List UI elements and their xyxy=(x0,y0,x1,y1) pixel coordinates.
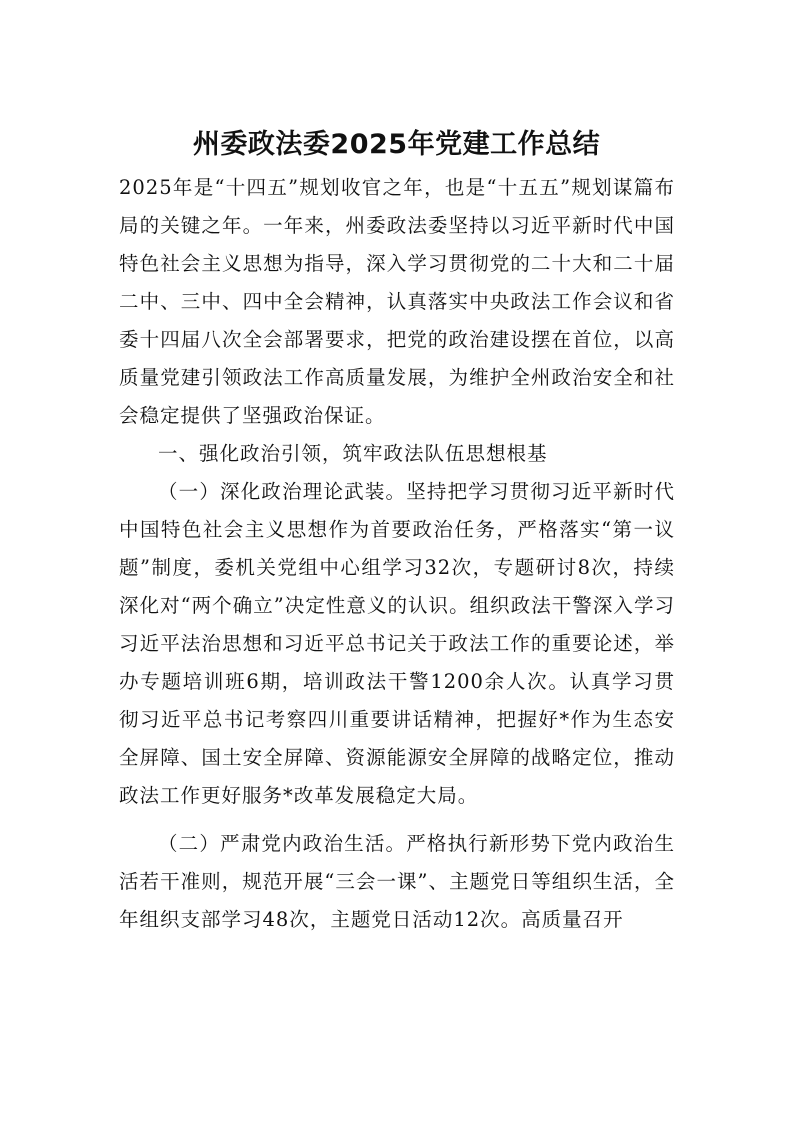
document-title: 州委政法委2025年党建工作总结 xyxy=(192,129,601,160)
document-body xyxy=(119,169,675,939)
subsection-paragraph-2: （二）严肃党内政治生活。严格执行新形势下党内政治生活若干准则，规范开展“三会一课”、主题党日等组织生活，全年组织支部学习48次，主题党日活动12次。高质量召开 xyxy=(119,832,675,931)
subsection-paragraph-1: （一）深化政治理论武装。坚持把学习贯彻习近平新时代中国特色社会主义思想作为首要政治任务，严格落实“第一议题”制度，委机关党组中心组学习32次，专题研讨8次，持续深化对“两个确立”决定性意义的认识。组织政法干警深入学习习近平法治思想和习近平总书记关于政法工作的重要论述，举办专题培训班6期，培训政法干警1200余人次。认真学习贯彻习近平总书记考察四川重要讲话精神，把握好*作为生态安全屏障、国土安全屏障、资源能源安全屏障的战略定位，推动政法工作更好服务*改革发展稳定大局。 xyxy=(119,480,675,807)
intro-paragraph: 2025年是“十四五”规划收官之年，也是“十五五”规划谋篇布局的关键之年。一年来，州委政法委坚持以习近平新时代中国特色社会主义思想为指导，深入学习贯彻党的二十大和二十届二中、三中、四中全会精神，认真落实中央政法工作会议和省委十四届八次全会部署要求，把党的政治建设摆在首位，以高质量党建引领政法工作高质量发展，为维护全州政治安全和社会稳定提供了坚强政治保证。 xyxy=(119,176,675,427)
section-heading-1: 一、强化政治引领，筑牢政法队伍思想根基 xyxy=(158,442,548,465)
